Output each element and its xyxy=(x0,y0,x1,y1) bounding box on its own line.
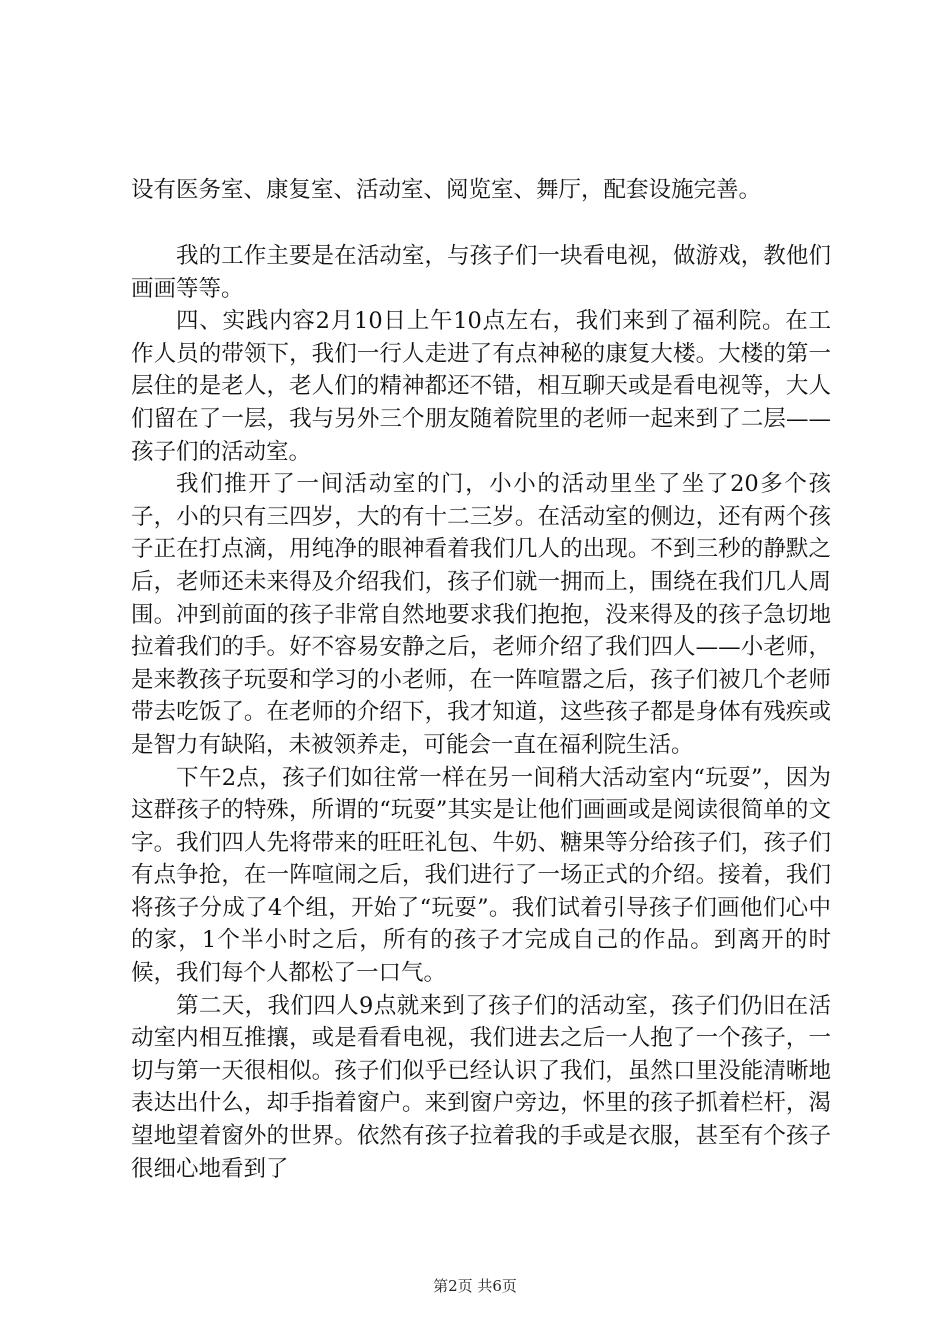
paragraph-second-day: 第二天，我们四人9点就来到了孩子们的活动室，孩子们仍旧在活动室内相互推攘，或是看看电视，我们进去之后一人抱了一个孩子，一切与第一天很相似。孩子们似乎已经认识了我们，虽然口里没能清晰地表达出什么，却手指着窗户。来到窗户旁边，怀里的孩子抓着栏杆，渴望地望着窗外的世界。依然有孩子拉着我的手或是衣服，甚至有个孩子很细心地看到了 xyxy=(131,992,831,1182)
paragraph-activity-room: 我们推开了一间活动室的门，小小的活动里坐了坐了20多个孩子，小的只有三四岁，大的有十二三岁。在活动室的侧边，还有两个孩子正在打点滴，用纯净的眼神看着我们几人的出现。不到三秒的静默之后，老师还未来得及介绍我们，孩子们就一拥而上，围绕在我们几人周围。冲到前面的孩子非常自然地要求我们抱抱，没来得及的孩子急切地拉着我们的手。好不容易安静之后，老师介绍了我们四人——小老师，是来教孩子玩耍和学习的小老师，在一阵喧嚣之后，孩子们被几个老师带去吃饭了。在老师的介绍下，我才知道，这些孩子都是身体有残疾或是智力有缺陷，未被领养走，可能会一直在福利院生活。 xyxy=(131,471,831,758)
page-number: 第2页 共6页 xyxy=(433,1277,517,1295)
paragraph-afternoon: 下午2点，孩子们如往常一样在另一间稍大活动室内“玩耍”，因为这群孩子的特殊，所谓的“玩耍”其实是让他们画画或是阅读很简单的文字。我们四人先将带来的旺旺礼包、牛奶、糖果等分给孩子们，孩子们有点争抢，在一阵喧闹之后，我们进行了一场正式的介绍。接着，我们将孩子分成了4个组，开始了“玩耍”。我们试着引导孩子们画他们心中的家，1个半小时之后，所有的孩子才完成自己的作品。到离开的时候，我们每个人都松了一口气。 xyxy=(131,764,831,987)
paragraph-practice: 四、实践内容2月10日上午10点左右，我们来到了福利院。在工作人员的带领下，我们一行人走进了有点神秘的康复大楼。大楼的第一层住的是老人，老人们的精神都还不错，相互聊天或是看电视等，大人们留在了一层，我与另外三个朋友随着院里的老师一起来到了二层——孩子们的活动室。 xyxy=(131,308,831,465)
paragraph-work: 我的工作主要是在活动室，与孩子们一块看电视，做游戏，教他们画画等等。 xyxy=(131,243,831,302)
first-line: 设有医务室、康复室、活动室、阅览室、舞厅，配套设施完善。 xyxy=(131,177,762,203)
body-text xyxy=(131,240,831,1185)
